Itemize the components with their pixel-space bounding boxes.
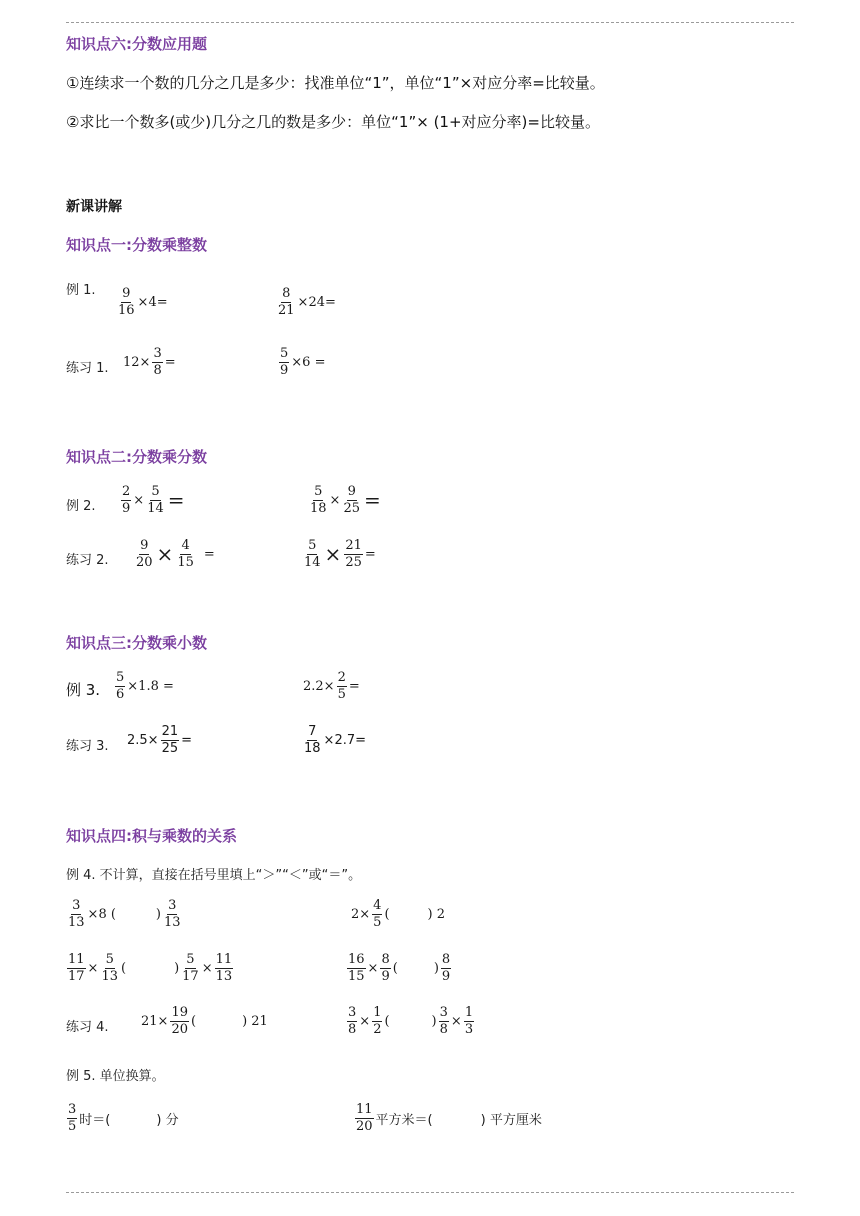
fraction: $\frac{16}{15}$ <box>348 952 365 984</box>
ex4-row1-a: $\frac{3}{13}$ ×8 ( ) $\frac{3}{13}$ <box>68 898 181 930</box>
kp1-example-a: $\frac{9}{16}$ ×4= <box>118 286 168 318</box>
review-heading: 知识点六:分数应用题 <box>66 35 207 53</box>
fraction: $\frac{11}{20}$ <box>356 1102 373 1134</box>
answer-blank[interactable] <box>391 1014 431 1029</box>
fraction: $\frac{11}{13}$ <box>215 952 233 984</box>
kp2-example-b: $\frac{5}{18}$ × $\frac{9}{25}$ = <box>310 484 381 516</box>
review-line-1: ①连续求一个数的几分之几是多少：找准单位“1”，单位“1”×对应分率=比较量。 <box>66 74 605 92</box>
fraction: $\frac{8}{9}$ <box>441 952 451 984</box>
fraction: $\frac{21}{25}$ <box>345 538 362 570</box>
answer-blank[interactable] <box>391 907 427 922</box>
fraction: $\frac{19}{20}$ <box>171 1005 188 1037</box>
top-dashed-rule <box>66 22 794 23</box>
answer-blank[interactable] <box>197 1014 241 1029</box>
fraction: $\frac{5}{9}$ <box>280 346 289 378</box>
kp2-practice-a: $\frac{9}{20}$ × $\frac{4}{15}$ = <box>136 538 215 570</box>
fraction: $\frac{4}{15}$ <box>177 538 194 570</box>
fraction: $\frac{1}{2}$ <box>373 1005 382 1037</box>
kp2-example-label: 例 2. <box>66 499 96 514</box>
kp1-example-label: 例 1. <box>66 283 96 298</box>
kp1-practice-a: 12× $\frac{3}{8}$ = <box>123 346 176 378</box>
fraction: $\frac{2}{9}$ <box>122 484 131 516</box>
fraction: $\frac{3}{13}$ <box>164 898 181 930</box>
example-5-label: 例 5. 单位换算。 <box>66 1069 165 1084</box>
answer-blank[interactable] <box>111 1111 155 1126</box>
kp3-practice-b: $\frac{7}{18}$ ×2.7= <box>304 724 367 756</box>
fraction: $\frac{5}{6}$ <box>116 670 125 702</box>
fraction: $\frac{5}{14}$ <box>304 538 321 570</box>
fraction: $\frac{9}{20}$ <box>136 538 153 570</box>
fraction: $\frac{9}{25}$ <box>343 484 360 516</box>
fraction: $\frac{5}{18}$ <box>310 484 327 516</box>
kp2-practice-label: 练习 2. <box>66 553 109 568</box>
kp3-example-b: 2.2× $\frac{2}{5}$ = <box>303 670 360 702</box>
kp3-example-label: 例 3. <box>66 681 101 699</box>
fraction: $\frac{3}{8}$ <box>153 346 162 378</box>
fraction: $\frac{9}{16}$ <box>118 286 135 318</box>
kp3-practice-label: 练习 3. <box>66 739 109 754</box>
fraction: $\frac{3}{8}$ <box>348 1005 357 1037</box>
kp1-heading: 知识点一:分数乘整数 <box>66 236 207 254</box>
fraction: $\frac{5}{14}$ <box>147 484 164 516</box>
kp3-practice-a: 2.5× $\frac{21}{25}$ = <box>127 724 193 756</box>
ex4-row1-b: 2× $\frac{4}{5}$ ( ) 2 <box>351 898 446 930</box>
fraction: $\frac{3}{5}$ <box>68 1102 77 1134</box>
ex4-row2-b: $\frac{16}{15}$ × $\frac{8}{9}$ ( ) $\frac{8}{9}$ <box>348 952 451 984</box>
fraction: $\frac{3}{8}$ <box>439 1005 448 1037</box>
fraction: $\frac{2}{5}$ <box>337 670 346 702</box>
answer-blank[interactable] <box>117 907 155 922</box>
fraction: $\frac{1}{3}$ <box>464 1005 474 1037</box>
example-4-instruction: 例 4. 不计算，直接在括号里填上“＞”“＜”或“＝”。 <box>66 868 362 883</box>
fraction: $\frac{4}{5}$ <box>373 898 382 930</box>
kp3-heading: 知识点三:分数乘小数 <box>66 634 207 652</box>
ex4-row3-a: 21× $\frac{19}{20}$ ( ) 21 <box>141 1005 268 1037</box>
ex4-row3-b: $\frac{3}{8}$ × $\frac{1}{2}$ ( ) $\frac{3}{8}$ × $\frac{1}{3}$ <box>348 1005 474 1037</box>
kp1-practice-b: $\frac{5}{9}$ ×6 = <box>280 346 326 378</box>
answer-blank[interactable] <box>127 961 173 976</box>
kp4-practice-label: 练习 4. <box>66 1020 109 1035</box>
kp2-example-a: $\frac{2}{9}$ × $\frac{5}{14}$ = <box>122 484 185 516</box>
bottom-dashed-rule <box>66 1192 794 1193</box>
ex5-row-b: $\frac{11}{20}$ 平方米＝( ) 平方厘米 <box>356 1102 542 1134</box>
section-title: 新课讲解 <box>66 199 122 215</box>
review-line-2: ②求比一个数多(或少)几分之几的数是多少：单位“1”× (1+对应分率)=比较量。 <box>66 113 600 131</box>
fraction: $\frac{7}{18}$ <box>304 724 321 756</box>
kp1-practice-label: 练习 1. <box>66 361 109 376</box>
ex4-row2-a: $\frac{11}{17}$ × $\frac{5}{13}$ ( ) $\frac{5}{17}$ × $\frac{11}{13}$ <box>68 952 233 984</box>
kp1-example-b: $\frac{8}{21}$ ×24= <box>278 286 336 318</box>
kp4-heading: 知识点四:积与乘数的关系 <box>66 827 237 845</box>
answer-blank[interactable] <box>399 961 433 976</box>
fraction: $\frac{8}{9}$ <box>381 952 390 984</box>
fraction: $\frac{5}{13}$ <box>101 952 118 984</box>
kp2-practice-b: $\frac{5}{14}$ × $\frac{21}{25}$ = <box>304 538 376 570</box>
answer-blank[interactable] <box>434 1111 480 1126</box>
fraction: $\frac{21}{25}$ <box>161 724 179 756</box>
kp2-heading: 知识点二:分数乘分数 <box>66 448 207 466</box>
kp3-example-a: $\frac{5}{6}$ ×1.8 = <box>116 670 174 702</box>
fraction: $\frac{8}{21}$ <box>278 286 295 318</box>
fraction: $\frac{11}{17}$ <box>68 952 85 984</box>
fraction: $\frac{5}{17}$ <box>182 952 199 984</box>
fraction: $\frac{3}{13}$ <box>68 898 85 930</box>
ex5-row-a: $\frac{3}{5}$ 时＝( ) 分 <box>68 1102 179 1134</box>
